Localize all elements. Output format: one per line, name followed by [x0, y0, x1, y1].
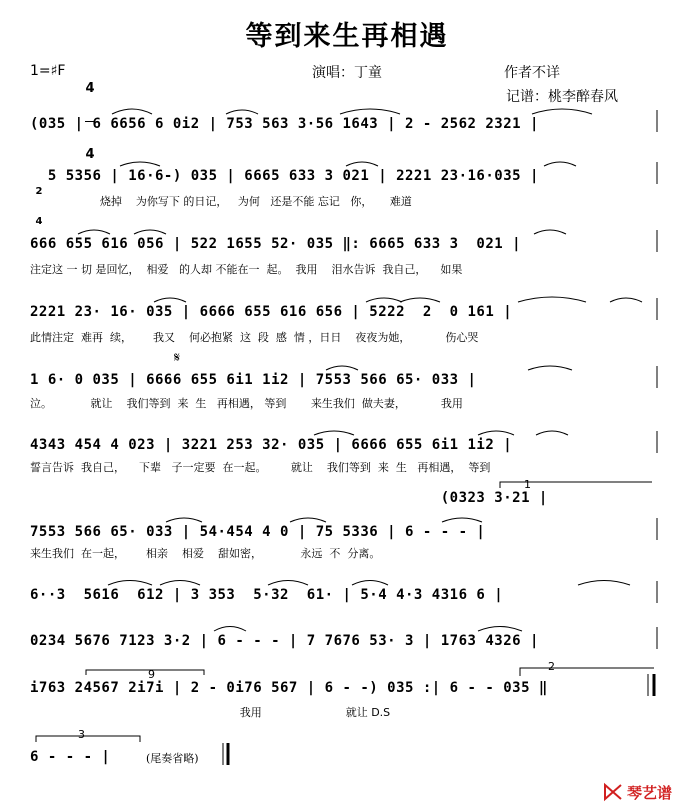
ending-1-label: 1: [524, 478, 531, 491]
time-signature-bottom: 4: [85, 147, 95, 162]
meter-change-bottom: 4: [35, 216, 43, 227]
composer-credit: 作者不详: [504, 65, 560, 81]
notation-row-2: 5 5356 | 16·6-) 035 | 6665 633 3 021 | 2221 23·16·035 |: [30, 168, 539, 184]
lyrics-row-4: 此情注定 难再 续， 我又 何必抱紧 这 段 感 情 ，日日 夜夜为她， 伤心哭: [30, 331, 479, 344]
notation-row-10: 0234 5676 7123 3·2 | 6 - - - | 7 7676 53· 3 | 1763 4326 |: [30, 633, 539, 649]
meter-change-top: 2: [35, 186, 43, 197]
notation-row-9: 6··3 5616 612 | 3 353 5·32 61· | 5·4 4·3 4316 6 |: [30, 587, 504, 603]
tuplet-bracket: [86, 670, 204, 675]
song-title: 等到来生再相遇: [245, 21, 449, 52]
transcriber-credit: 记谱：桃李醉春风: [506, 89, 618, 105]
notation-row-12: 6 - - - |: [30, 749, 111, 765]
lyrics-row-2: 烧掉 为你写下 的日记， 为何 还是不能 忘记 你， 难道: [30, 195, 412, 208]
notation-row-6: 4343 454 4 023 | 3221 253 32· 035 | 6666 655 6i1 1i2 |: [30, 437, 513, 453]
notation-row-8: 7553 566 65· 033 | 54·454 4 0 | 75 5336 | 6 - - - |: [30, 524, 486, 540]
notation-row-7: (0323 3·21 |: [30, 490, 548, 506]
site-logo: [602, 781, 672, 803]
ending-2-label: 2: [548, 660, 555, 673]
lyrics-row-5: 泣。 就让 我们等到 来 生 再相遇， 等到 来生我们 做夫妻， 我用: [30, 397, 463, 410]
ending-2-bracket: [520, 668, 654, 676]
key-signature: 1=♯F: [30, 63, 66, 79]
lyrics-row-11: 我用 就让 D.S: [30, 706, 391, 719]
triplet-number: 3: [78, 728, 85, 741]
singer-credit: 演唱：丁童: [312, 65, 382, 81]
time-signature-top: 4: [85, 81, 95, 96]
triplet-bracket: [36, 736, 140, 742]
notation-row-11: i763 24567 2i7i | 2 - 0i76 567 | 6 - -) 035 :| 6 - - 035 ‖: [30, 680, 548, 696]
notation-row-4: 2221 23· 16· 035 | 6666 655 616 656 | 5222 2 0 161 |: [30, 304, 513, 320]
notation-row-3: 666 655 616 056 | 522 1655 52· 035 ‖: 6665 633 3 021 |: [30, 236, 522, 252]
lyrics-row-3: 注定这 一 切 是回忆， 相爱 的人却 不能在一 起。 我用 泪水告诉 我自己， 如果: [30, 263, 463, 276]
notation-row-1: (035 | 6 6656 6 0i2 | 753 563 3·56 1643 | 2 - 2562 2321 |: [30, 116, 539, 132]
segno-sign: 𝄋: [174, 350, 181, 366]
lyrics-row-8: 来生我们 在一起， 相亲 相爱 甜如密， 永远 不 分离。: [30, 547, 381, 560]
notation-row-5: 1 6· 0 035 | 6666 655 6i1 1i2 | 7553 566 65· 033 |: [30, 372, 477, 388]
tail-note: (尾奏省略): [146, 752, 199, 765]
lyrics-row-6: 誓言告诉 我自己， 下辈 子一定要 在一起。 就让 我们等到 来 生 再相遇， 等到: [30, 461, 491, 474]
logo-text: 琴艺谱: [627, 783, 673, 802]
logo-mark-icon: [602, 782, 624, 802]
tuplet-number: 9: [148, 668, 155, 681]
